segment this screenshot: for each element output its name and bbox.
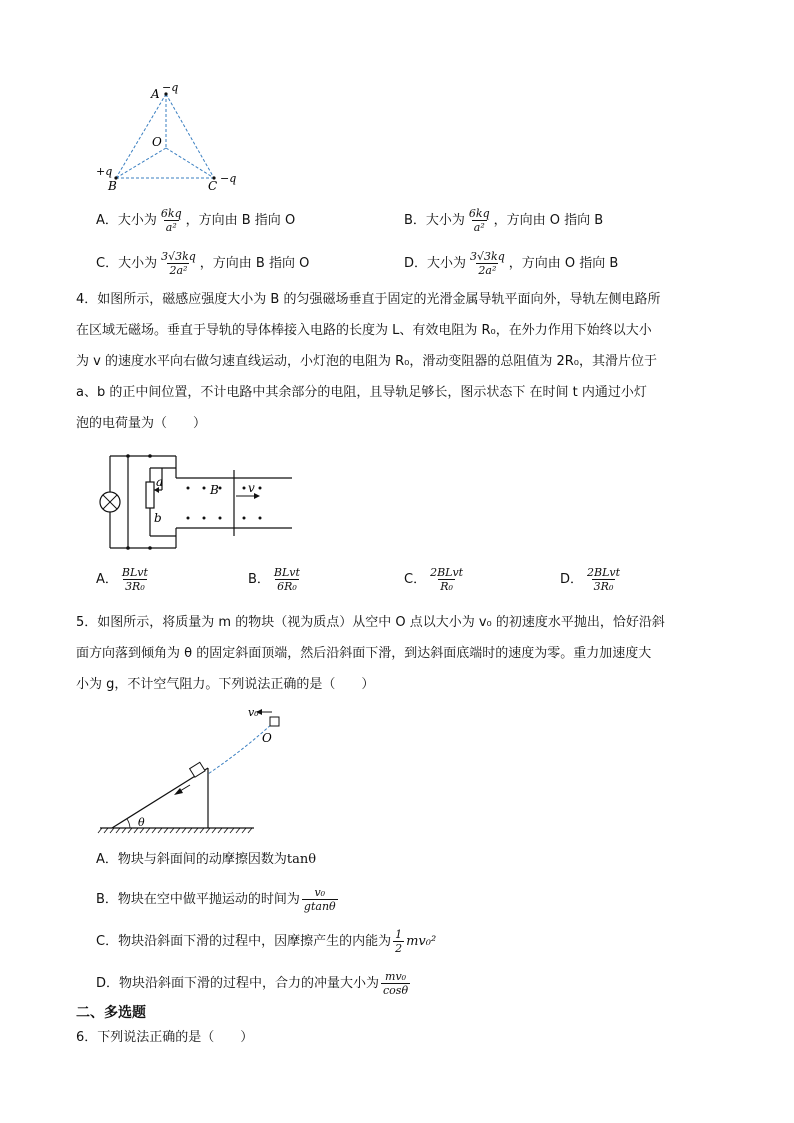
q3-option-a: A．大小为 $\frac{6kq}{\text{a²}}$ ，方向由 B 指向 O [96,207,296,234]
q5-option-a: A．物块与斜面间的动摩擦因数为tanθ [96,852,317,867]
q5-line: 5．如图所示，将质量为 m 的物块（视为质点）从空中 O 点以大小为 v₀ 的初速度水平抛出，恰好沿斜 [76,615,665,630]
q4-line: 为 v 的速度水平向右做匀速直线运动，小灯泡的电阻为 R₀，滑动变阻器的总阻值为 2R₀，其滑片位于 [76,354,657,369]
section-title: 二、多选题 [76,1005,146,1021]
q5-line: 小为 g，不计空气阻力。下列说法正确的是（ ） [76,677,375,692]
q3-option-c: C．大小为 $\frac{3√3kq}{\text{2a²}}$ ，方向由 B 指向 O [96,250,310,277]
q4-question [76,284,726,439]
q5-option-c: C．物块沿斜面下滑的过程中，因摩擦产生的内能为 $\frac{1}{2}$ mv₀² [96,928,437,955]
label-b: b [154,511,162,525]
q5-line: 面方向落到倾角为 θ 的固定斜面顶端，然后沿斜面下滑，到达斜面底端时的速度为零。重力加速度大 [76,646,652,661]
q5-question [76,607,726,700]
q4-option-b: B． $\frac{\text{BLvt}}{\text{6R₀}}$ [248,566,300,593]
label-A: A [151,87,160,101]
charge-C: −q [220,172,237,185]
label-O-point: O [262,731,272,745]
q5-option-b: B．物块在空中做平抛运动的时间为 $\frac{\text{v₀}}{gtan\theta}$ [96,886,336,913]
label-v0: v₀ [248,706,259,719]
q4-line: a、b 的正中间位置，不计电路中其余部分的电阻，且导轨足够长，图示状态下 在时间 t 内通过小灯 [76,385,647,400]
circuit-rail-figure [88,444,298,556]
q3-option-d: D．大小为 $\frac{3√3kq}{\text{2a²}}$ ，方向由 O 指向 B [404,250,619,277]
q3-option-b: B．大小为 $\frac{6kq}{\text{a²}}$ ，方向由 O 指向 B [404,207,604,234]
q4-line: 泡的电荷量为（ ） [76,416,207,431]
charge-A: −q [162,81,179,94]
q6-question: 6．下列说法正确的是（ ） [76,1030,254,1045]
label-theta: θ [138,816,145,829]
label-a: a [156,475,164,489]
q5-option-d: D．物块沿斜面下滑的过程中，合力的冲量大小为 $\frac{\text{mv₀}}{\cos\theta}$ [96,970,409,997]
q4-option-c: C． $\frac{\text{2BLvt}}{\text{R₀}}$ [404,566,464,593]
triangle-charge-figure [88,78,248,198]
q4-line: 4．如图所示，磁感应强度大小为 B 的匀强磁场垂直于固定的光滑金属导轨平面向外，导轨左侧电路所 [76,292,661,307]
incline-projectile-figure [96,700,296,840]
label-C: C [208,179,218,193]
q4-line: 在区域无磁场。垂直于导轨的导体棒接入电路的长度为 L、有效电阻为 R₀，在外力作用下始终以大小 [76,323,652,338]
q4-option-d: D． $\frac{\text{2BLvt}}{\text{3R₀}}$ [560,566,621,593]
label-O: O [152,135,162,149]
q4-option-a: A． $\frac{\text{BLvt}}{\text{3R₀}}$ [96,566,148,593]
label-v: v [248,481,255,495]
label-B-field: B [210,483,219,497]
charge-B: +q [96,165,113,178]
label-B: B [108,179,117,193]
